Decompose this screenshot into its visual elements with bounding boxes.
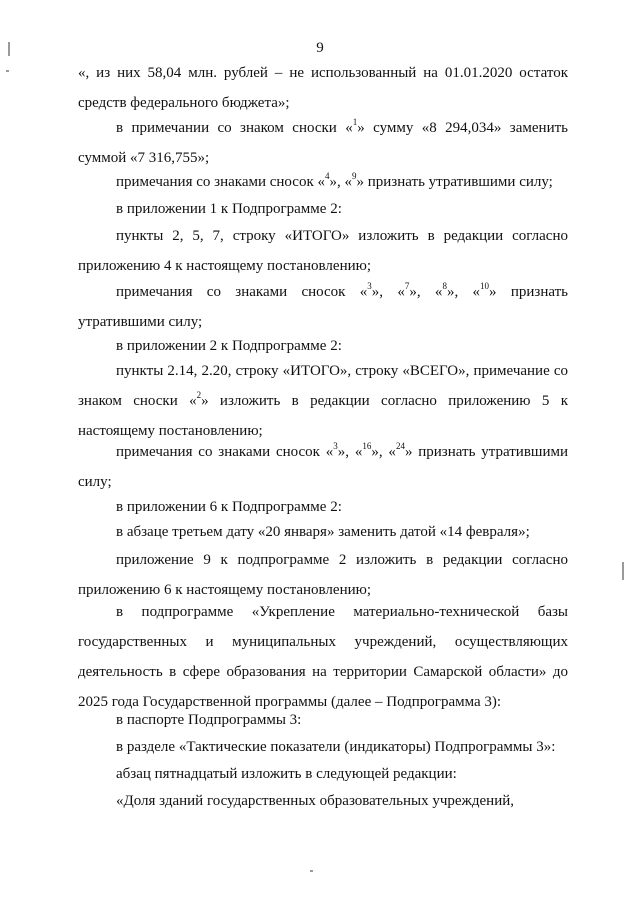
paragraph-16: абзац пятнадцатый изложить в следующей редакции: [116,766,457,782]
footnote-marker: 9 [352,171,357,181]
scan-mark [8,42,10,56]
footnote-marker: 7 [404,281,410,291]
footnote-marker: 8 [442,281,447,291]
paragraph-6: примечания со знаками сносок «$^3$», «$^7$», «$^8$», «$^{10}$» признать утратившими силу; [78,281,569,330]
footnote-marker: 10 [480,281,490,291]
footnote-marker: 4 [325,171,330,181]
paragraph-9: примечания со знаками сносок «$^3$», «$^{16}$», «$^{24}$» признать утратившими силу; [78,441,569,490]
paragraph-7: в приложении 2 к Подпрограмме 2: [116,338,342,354]
page-number: 9 [316,40,324,56]
scan-mark [6,70,9,72]
footnote-marker: 1 [352,117,358,127]
paragraph-3: примечания со знаками сносок «$^4$», «$^9$» признать утратившими силу; [116,171,553,190]
paragraph-1: «, из них 58,04 млн. рублей – не использованный на 01.01.2020 остаток средств федерального бюджета»; [78,65,568,111]
paragraph-15: в разделе «Тактические показатели (индикаторы) Подпрограммы 3»: [116,739,556,755]
paragraph-5: пункты 2, 5, 7, строку «ИТОГО» изложить в редакции согласно приложению 4 к настоящему постановлению; [78,228,568,274]
paragraph-12: приложение 9 к подпрограмме 2 изложить в редакции согласно приложению 6 к настоящему постановлению; [78,552,568,598]
footnote-marker: 3 [367,281,372,291]
paragraph-11: в абзаце третьем дату «20 января» заменить датой «14 февраля»; [116,524,530,540]
paragraph-13: в подпрограмме «Укрепление материально-технической базы государственных и муниципальных учреждений, осуществляющих деятельность в сфере образования на территории Самарской области» до 2025 года Государственной программы (далее – Подпрограмма 3): [78,604,568,710]
paragraph-14: в паспорте Подпрограммы 3: [116,712,302,728]
paragraph-10: в приложении 6 к Подпрограмме 2: [116,499,342,515]
paragraph-2: в примечании со знаком сноски «$^1$» сумму «8 294,034» заменить суммой «7 316,755»; [78,117,568,166]
paragraph-4: в приложении 1 к Подпрограмме 2: [116,201,342,217]
footnote-marker: 3 [333,441,338,451]
scan-mark [310,870,313,872]
paragraph-8: пункты 2.14, 2.20, строку «ИТОГО», строку «ВСЕГО», примечание со знаком сноски «$^2$» изложить в редакции согласно приложению 5 к настоящему постановлению; [78,363,569,439]
paragraph-17: «Доля зданий государственных образовательных учреждений, [116,793,515,809]
footnote-marker: 2 [196,390,202,400]
scan-mark [622,562,624,580]
footnote-marker: 16 [362,441,372,451]
footnote-marker: 24 [395,441,405,451]
